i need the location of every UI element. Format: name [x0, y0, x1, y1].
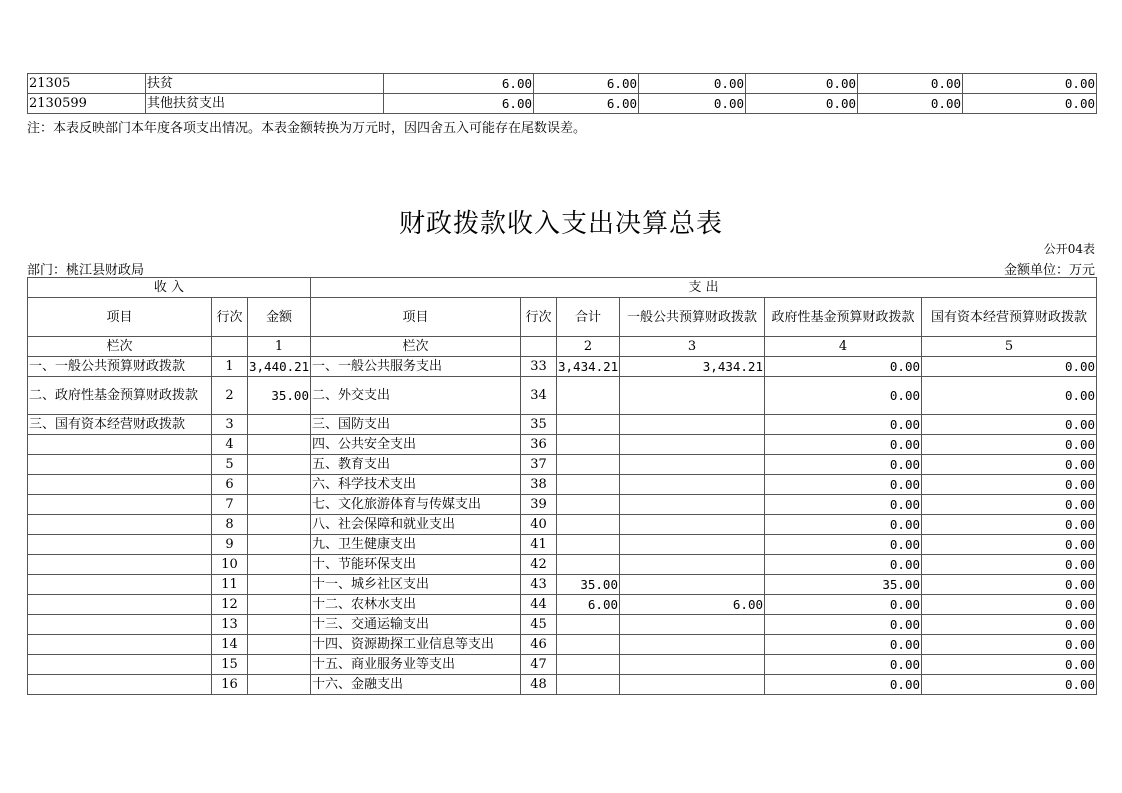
expense-fund: 0.00 [765, 377, 922, 415]
income-line-no: 3 [212, 415, 248, 435]
department-label: 部门：桃江县财政局 [27, 263, 145, 278]
expense-item: 十三、交通运输支出 [311, 615, 521, 635]
amount-cell: 0.00 [963, 74, 1097, 94]
table-row [28, 94, 1097, 114]
expense-line-no: 37 [521, 455, 557, 475]
income-amount [248, 535, 311, 555]
expense-general [620, 515, 765, 535]
table-row [28, 515, 1097, 535]
function-name: 其他扶贫支出 [146, 94, 384, 114]
expense-fund: 0.00 [765, 415, 922, 435]
income-amount: 3,440.21 [248, 357, 311, 377]
income-line-no: 16 [212, 675, 248, 695]
table-row [28, 595, 1097, 615]
expense-item: 六、科学技术支出 [311, 475, 521, 495]
income-item [28, 615, 212, 635]
table-row [28, 435, 1097, 455]
expense-state: 0.00 [922, 415, 1097, 435]
table-row [28, 675, 1097, 695]
table-row [28, 575, 1097, 595]
form-code: 公开04表 [1043, 242, 1095, 256]
income-line-no: 12 [212, 595, 248, 615]
expense-state: 0.00 [922, 635, 1097, 655]
expense-general [620, 675, 765, 695]
income-item [28, 675, 212, 695]
table-row [28, 377, 1097, 415]
expense-item: 七、文化旅游体育与传媒支出 [311, 495, 521, 515]
table-row [28, 74, 1097, 94]
expense-fund: 0.00 [765, 435, 922, 455]
expense-line-no: 45 [521, 615, 557, 635]
expense-general [620, 415, 765, 435]
income-amount [248, 435, 311, 455]
expense-line-no: 48 [521, 675, 557, 695]
income-line-no: 5 [212, 455, 248, 475]
expense-line-no: 35 [521, 415, 557, 435]
expense-total [557, 555, 620, 575]
expense-header: 支 出 [311, 278, 1097, 298]
expense-state: 0.00 [922, 535, 1097, 555]
expense-total: 3,434.21 [557, 357, 620, 377]
income-line-no: 9 [212, 535, 248, 555]
expense-general [620, 615, 765, 635]
income-line-no: 13 [212, 615, 248, 635]
income-amount [248, 455, 311, 475]
expense-general [620, 455, 765, 475]
income-line-no: 10 [212, 555, 248, 575]
amount-cell: 0.00 [639, 74, 746, 94]
expense-fund: 0.00 [765, 655, 922, 675]
expense-state: 0.00 [922, 615, 1097, 635]
income-header: 收 入 [28, 278, 311, 298]
amount-cell: 0.00 [639, 94, 746, 114]
expense-state: 0.00 [922, 495, 1097, 515]
expense-item: 五、教育支出 [311, 455, 521, 475]
expense-general [620, 575, 765, 595]
income-line-no: 6 [212, 475, 248, 495]
expense-state: 0.00 [922, 455, 1097, 475]
amount-cell: 6.00 [534, 74, 639, 94]
expense-line-no: 41 [521, 535, 557, 555]
expense-total [557, 615, 620, 635]
header-state: 国有资本经营预算财政拨款 [922, 298, 1097, 337]
income-line-no: 7 [212, 495, 248, 515]
expense-item: 二、外交支出 [311, 377, 521, 415]
function-name: 扶贫 [146, 74, 384, 94]
expense-line-no: 44 [521, 595, 557, 615]
expense-fund: 0.00 [765, 455, 922, 475]
table-row [28, 415, 1097, 435]
expense-fund: 0.00 [765, 495, 922, 515]
income-item: 二、政府性基金预算财政拨款 [28, 377, 212, 415]
income-line-no: 2 [212, 377, 248, 415]
expense-state: 0.00 [922, 675, 1097, 695]
table-row [28, 635, 1097, 655]
expense-state: 0.00 [922, 515, 1097, 535]
expense-item: 十六、金融支出 [311, 675, 521, 695]
expense-general: 3,434.21 [620, 357, 765, 377]
table-row [28, 655, 1097, 675]
income-item [28, 535, 212, 555]
expense-line-no: 36 [521, 435, 557, 455]
expense-total [557, 377, 620, 415]
expense-state: 0.00 [922, 575, 1097, 595]
expense-line-no: 42 [521, 555, 557, 575]
expense-total: 6.00 [557, 595, 620, 615]
income-amount [248, 475, 311, 495]
income-amount [248, 515, 311, 535]
expense-general [620, 635, 765, 655]
header-row-no2: 行次 [521, 298, 557, 337]
header-row-column-numbers [28, 337, 1097, 357]
expense-item: 十、节能环保支出 [311, 555, 521, 575]
table-row [28, 475, 1097, 495]
expense-line-no: 39 [521, 495, 557, 515]
expense-total [557, 455, 620, 475]
expense-item: 十五、商业服务业等支出 [311, 655, 521, 675]
income-item [28, 515, 212, 535]
income-amount [248, 595, 311, 615]
col-number-4: 4 [765, 337, 922, 357]
amount-cell: 6.00 [534, 94, 639, 114]
expense-fund: 0.00 [765, 475, 922, 495]
expense-item: 十四、资源勘探工业信息等支出 [311, 635, 521, 655]
header-row-no: 行次 [212, 298, 248, 337]
income-item [28, 575, 212, 595]
expense-line-no: 46 [521, 635, 557, 655]
table-row [28, 495, 1097, 515]
amount-cell: 0.00 [746, 94, 858, 114]
expense-state: 0.00 [922, 435, 1097, 455]
income-amount [248, 635, 311, 655]
income-amount [248, 495, 311, 515]
table-row [28, 455, 1097, 475]
page-title: 财政拨款收入支出决算总表 [398, 209, 723, 239]
function-code: 21305 [28, 74, 146, 94]
income-line-no: 15 [212, 655, 248, 675]
expense-general [620, 475, 765, 495]
expense-state: 0.00 [922, 655, 1097, 675]
expense-fund: 35.00 [765, 575, 922, 595]
expense-line-no: 47 [521, 655, 557, 675]
expense-general [620, 655, 765, 675]
expense-total [557, 535, 620, 555]
expense-fund: 0.00 [765, 357, 922, 377]
expense-total [557, 475, 620, 495]
income-line-no: 11 [212, 575, 248, 595]
col-number-1: 1 [248, 337, 311, 357]
expense-line-no: 38 [521, 475, 557, 495]
expense-line-no: 40 [521, 515, 557, 535]
expense-item: 四、公共安全支出 [311, 435, 521, 455]
expense-general: 6.00 [620, 595, 765, 615]
expense-fund: 0.00 [765, 515, 922, 535]
expense-general [620, 377, 765, 415]
header-amount: 金额 [248, 298, 311, 337]
expense-item: 十二、农林水支出 [311, 595, 521, 615]
expense-total [557, 415, 620, 435]
income-amount [248, 575, 311, 595]
expense-fund: 0.00 [765, 555, 922, 575]
expense-general [620, 555, 765, 575]
income-item [28, 475, 212, 495]
header-general: 一般公共预算财政拨款 [620, 298, 765, 337]
income-line-no: 8 [212, 515, 248, 535]
header-item2: 项目 [311, 298, 521, 337]
table-row [28, 535, 1097, 555]
previous-expense-table [27, 73, 1097, 114]
income-amount [248, 555, 311, 575]
header-row-sections [28, 278, 1097, 298]
expense-item: 三、国防支出 [311, 415, 521, 435]
amount-cell: 0.00 [746, 74, 858, 94]
income-amount [248, 655, 311, 675]
expense-line-no: 34 [521, 377, 557, 415]
income-line-no: 14 [212, 635, 248, 655]
expense-total [557, 515, 620, 535]
amount-cell: 0.00 [963, 94, 1097, 114]
expense-state: 0.00 [922, 377, 1097, 415]
expense-line-no: 33 [521, 357, 557, 377]
expense-general [620, 535, 765, 555]
header-total: 合计 [557, 298, 620, 337]
expense-state: 0.00 [922, 475, 1097, 495]
col-number-5: 5 [922, 337, 1097, 357]
income-item [28, 635, 212, 655]
header-item: 项目 [28, 298, 212, 337]
amount-cell: 0.00 [858, 94, 963, 114]
expense-state: 0.00 [922, 357, 1097, 377]
expense-total [557, 675, 620, 695]
header-fund: 政府性基金预算财政拨款 [765, 298, 922, 337]
expense-fund: 0.00 [765, 595, 922, 615]
expense-line-no: 43 [521, 575, 557, 595]
income-item [28, 655, 212, 675]
table-row [28, 555, 1097, 575]
empty-cell [521, 337, 557, 357]
expense-general [620, 435, 765, 455]
income-item: 三、国有资本经营财政拨款 [28, 415, 212, 435]
expense-fund: 0.00 [765, 635, 922, 655]
income-item [28, 495, 212, 515]
expense-total [557, 635, 620, 655]
income-item [28, 455, 212, 475]
amount-cell: 6.00 [384, 74, 534, 94]
fiscal-summary-table [27, 277, 1097, 695]
table-row [28, 357, 1097, 377]
unit-label: 金额单位：万元 [1003, 263, 1095, 278]
expense-item: 十一、城乡社区支出 [311, 575, 521, 595]
income-item [28, 595, 212, 615]
amount-cell: 0.00 [858, 74, 963, 94]
expense-item: 一、一般公共服务支出 [311, 357, 521, 377]
function-code: 2130599 [28, 94, 146, 114]
income-amount: 35.00 [248, 377, 311, 415]
col-number-3: 3 [620, 337, 765, 357]
col-label: 栏次 [28, 337, 212, 357]
income-amount [248, 675, 311, 695]
expense-total [557, 655, 620, 675]
col-number-2: 2 [557, 337, 620, 357]
income-amount [248, 615, 311, 635]
expense-fund: 0.00 [765, 675, 922, 695]
income-line-no: 4 [212, 435, 248, 455]
expense-total [557, 435, 620, 455]
expense-fund: 0.00 [765, 615, 922, 635]
expense-state: 0.00 [922, 555, 1097, 575]
expense-item: 九、卫生健康支出 [311, 535, 521, 555]
expense-state: 0.00 [922, 595, 1097, 615]
amount-cell: 6.00 [384, 94, 534, 114]
expense-fund: 0.00 [765, 535, 922, 555]
income-line-no: 1 [212, 357, 248, 377]
expense-total [557, 495, 620, 515]
income-amount [248, 415, 311, 435]
table-note: 注：本表反映部门本年度各项支出情况。本表金额转换为万元时，因四舍五入可能存在尾数误差。 [27, 121, 587, 136]
expense-item: 八、社会保障和就业支出 [311, 515, 521, 535]
empty-cell [212, 337, 248, 357]
expense-total: 35.00 [557, 575, 620, 595]
header-row-columns [28, 298, 1097, 337]
col-label2: 栏次 [311, 337, 521, 357]
income-item: 一、一般公共预算财政拨款 [28, 357, 212, 377]
expense-general [620, 495, 765, 515]
income-item [28, 435, 212, 455]
table-row [28, 615, 1097, 635]
income-item [28, 555, 212, 575]
